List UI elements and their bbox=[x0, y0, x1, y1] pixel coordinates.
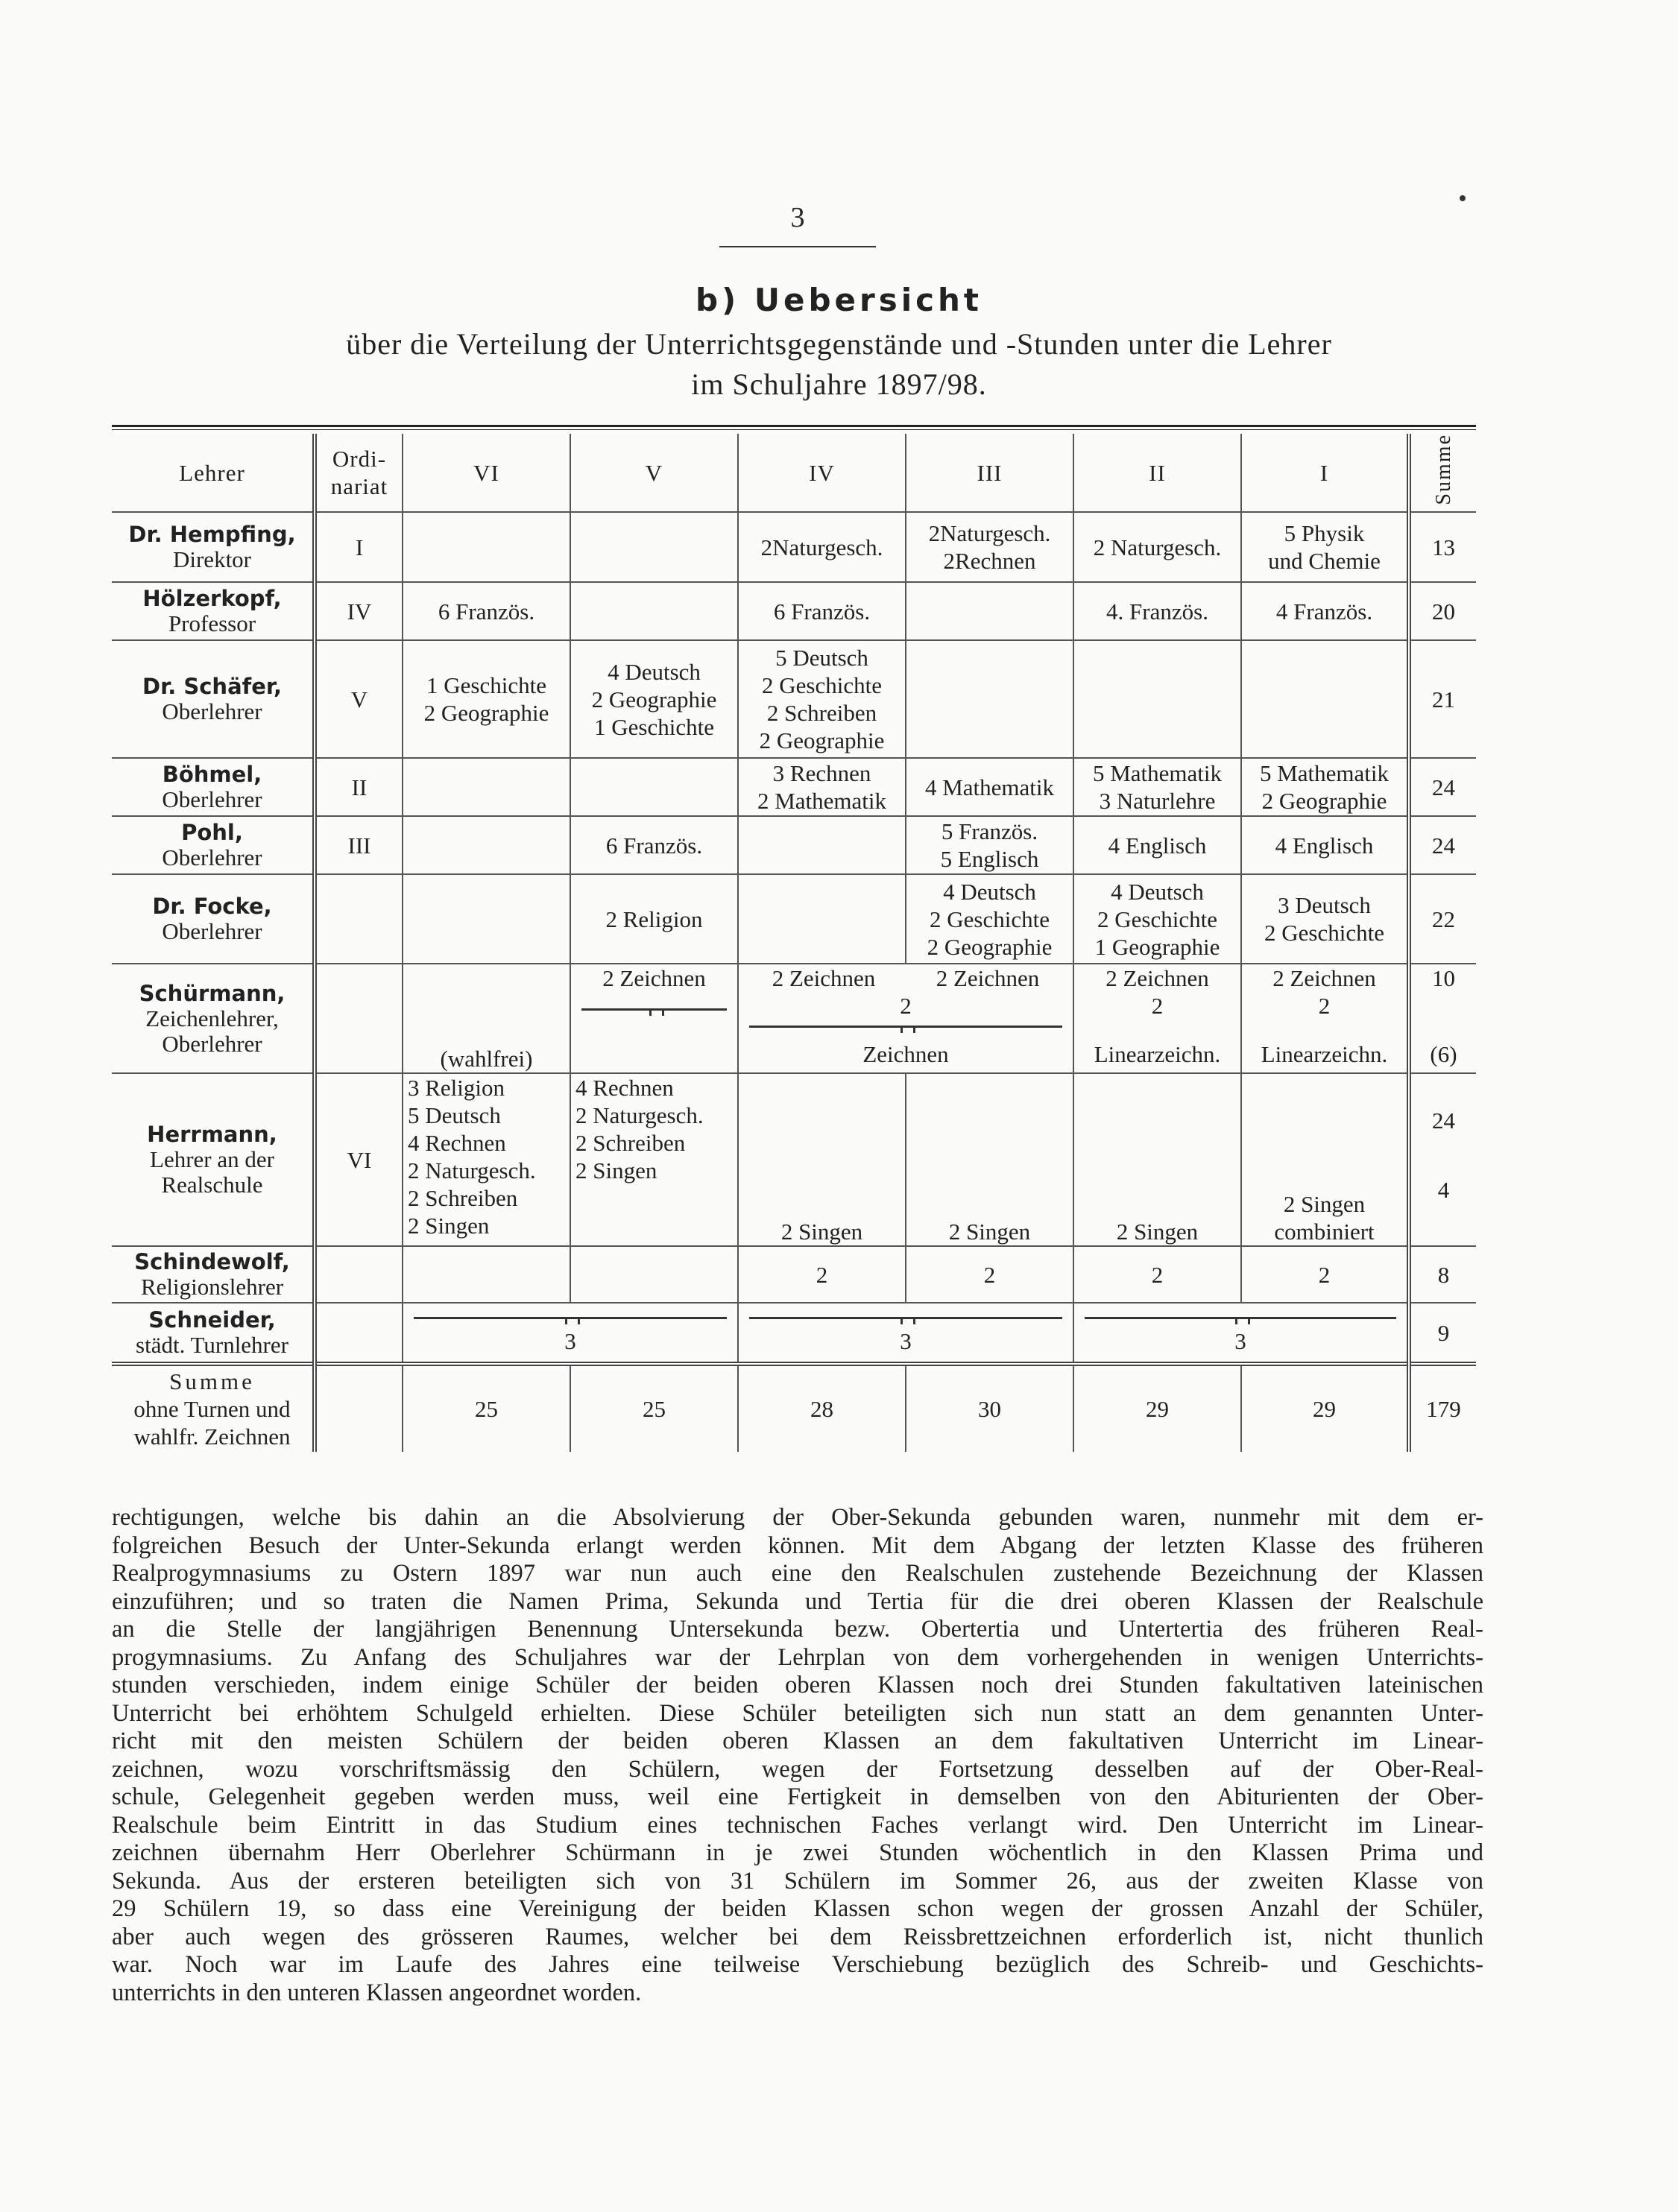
paragraph-line: Sekunda. Aus der ersteren beteiligten sich von 31 Schülern im Sommer 26, aus der zweiten Klasse von bbox=[112, 1867, 1483, 1895]
teacher-role: Oberlehrer bbox=[162, 918, 262, 944]
table-row bbox=[112, 758, 1476, 816]
sum-row bbox=[112, 1364, 1476, 1452]
paragraph-line: schule, Gelegenheit gegeben werden muss, weil eine Fertigkeit in demselben von den Abiturienten der Ober- bbox=[112, 1783, 1483, 1810]
cell-line: 2 Zeichnen bbox=[602, 965, 706, 991]
paragraph-line: zeichnen, wozu vorschriftsmässig den Schülern, wegen der Fortsetzung desselben auf der Ober-Real- bbox=[112, 1755, 1483, 1783]
teacher-name-cell bbox=[112, 512, 315, 582]
cell-class-VI bbox=[403, 512, 570, 582]
cell-class-VI bbox=[403, 758, 570, 816]
sum-cell: 20 bbox=[1409, 582, 1476, 640]
cell-line: 4. Französ. bbox=[1106, 598, 1208, 625]
sum-cell bbox=[1409, 1073, 1476, 1246]
subtitle-line-2: im Schuljahre 1897/98. bbox=[691, 367, 987, 401]
cell-class-III bbox=[906, 1246, 1073, 1303]
brace-mark bbox=[749, 1021, 1062, 1034]
table-row bbox=[112, 964, 1476, 1036]
teacher-role: Realschule bbox=[161, 1172, 263, 1198]
teacher-name-cell bbox=[112, 964, 315, 1073]
table-row bbox=[112, 582, 1476, 640]
cell-line: 2 Singen bbox=[1116, 1219, 1199, 1245]
cell-class-I bbox=[1241, 512, 1409, 582]
cell-line: 4 Deutsch bbox=[608, 658, 701, 685]
ordinariat-cell bbox=[315, 1303, 403, 1364]
header-ordinariat-line: Ordi- bbox=[332, 446, 387, 472]
paragraph-line: an die Stelle der langjährigen Benennung Untersekunda bezw. Obertertia und Untertertia des früheren Real- bbox=[112, 1616, 1483, 1643]
cell-line: 2 Schreiben bbox=[408, 1185, 518, 1211]
brace-mark bbox=[414, 1312, 727, 1326]
cell-class-III bbox=[906, 582, 1073, 640]
sum-cell: 24 bbox=[1409, 758, 1476, 816]
cell-turnen-pair bbox=[1073, 1303, 1409, 1364]
cell-line: 2 Geschichte bbox=[1264, 920, 1384, 946]
speck-mark bbox=[1460, 195, 1466, 201]
cell-turnen-pair bbox=[403, 1303, 738, 1364]
teacher-role: Lehrer an der bbox=[150, 1146, 274, 1172]
page-number: 3 bbox=[790, 202, 805, 233]
cell-line: 1 Geschichte bbox=[426, 672, 546, 698]
teacher-name: Schindewolf, bbox=[134, 1249, 290, 1274]
cell-line: 2 Mathematik bbox=[757, 788, 887, 814]
cell-class-II bbox=[1073, 874, 1241, 964]
sum-label-line: Summe bbox=[169, 1368, 255, 1394]
cell-linearzeichnen: Linearzeichn. bbox=[1241, 1036, 1409, 1073]
cell-class-II bbox=[1073, 816, 1241, 874]
cell-class-IV bbox=[738, 758, 906, 816]
page-number-rule bbox=[719, 246, 876, 247]
cell-class-VI bbox=[403, 816, 570, 874]
cell-line: 5 Französ. bbox=[941, 818, 1038, 844]
cell-line: 2 Singen bbox=[780, 1219, 863, 1245]
cell-class-VI bbox=[403, 640, 570, 758]
paragraph-line: Unterricht bei erhöhtem Schulgeld erhielten. Diese Schüler beteiligten sich nun statt an dem genannten Unter- bbox=[112, 1699, 1483, 1727]
cell-class-II bbox=[1073, 1246, 1241, 1303]
cell-line: 2 Schreiben bbox=[575, 1130, 686, 1156]
teacher-role: Religionslehrer bbox=[140, 1274, 284, 1300]
cell-line: combiniert bbox=[1274, 1219, 1375, 1245]
cell-line: 6 Französ. bbox=[605, 832, 703, 859]
cell-class-IV bbox=[738, 1073, 906, 1246]
teacher-role: Zeichenlehrer, bbox=[145, 1005, 279, 1031]
cell-line: 5 Physik bbox=[1284, 520, 1365, 546]
table-row bbox=[112, 816, 1476, 874]
brace-mark bbox=[1085, 1312, 1396, 1326]
cell-line: 2Naturgesch. bbox=[760, 534, 883, 560]
cell-line: 2Naturgesch. bbox=[928, 520, 1051, 546]
brace-mark bbox=[581, 1004, 727, 1017]
cell-line: 2 bbox=[1318, 1261, 1331, 1288]
cell-text: 3 bbox=[1234, 1327, 1246, 1354]
sum-class-I: 29 bbox=[1241, 1364, 1409, 1452]
cell-class-V bbox=[570, 512, 738, 582]
cell-class-I bbox=[1241, 640, 1409, 758]
table-row bbox=[112, 1073, 1476, 1246]
ordinariat-cell: I bbox=[315, 512, 403, 582]
teacher-name-cell bbox=[112, 640, 315, 758]
section-title: b) Uebersicht bbox=[695, 282, 982, 318]
cell-line: 4 Französ. bbox=[1275, 598, 1373, 625]
cell-line: 2 Naturgesch. bbox=[1093, 534, 1222, 560]
teacher-name-cell bbox=[112, 816, 315, 874]
cell-class-IV bbox=[738, 512, 906, 582]
cell-wahlfrei: (wahlfrei) bbox=[403, 964, 570, 1073]
cell-class-VI bbox=[403, 1246, 570, 1303]
cell-line: 2 Geschichte bbox=[762, 672, 882, 698]
cell-class-III bbox=[906, 512, 1073, 582]
cell-class-I bbox=[1241, 874, 1409, 964]
cell-class-II bbox=[1073, 512, 1241, 582]
cell-line: 2 Singen bbox=[408, 1213, 490, 1239]
cell-class-VI bbox=[403, 874, 570, 964]
cell-class-I bbox=[1241, 758, 1409, 816]
ordinariat-cell bbox=[315, 1246, 403, 1303]
sum-cell: 9 bbox=[1409, 1303, 1476, 1364]
sum-class-III: 30 bbox=[906, 1364, 1073, 1452]
teacher-name: Dr. Focke, bbox=[152, 894, 272, 919]
teacher-role: städt. Turnlehrer bbox=[136, 1332, 288, 1358]
paragraph-line: stunden verschieden, indem einige Schüler der beiden oberen Klassen noch drei Stunden fakultativen lateinischen bbox=[112, 1672, 1483, 1698]
teacher-role: Oberlehrer bbox=[162, 786, 262, 812]
cell-zeichnen: Zeichnen bbox=[738, 1036, 1073, 1073]
teacher-name: Dr. Hempfing, bbox=[128, 522, 296, 547]
header-ordinariat bbox=[315, 434, 403, 512]
paragraph-line: rechtigungen, welche bis dahin an die Absolvierung der Ober-Sekunda gebunden waren, nunmehr mit dem er- bbox=[112, 1504, 1483, 1531]
sum-cell: (6) bbox=[1409, 1036, 1476, 1073]
cell-line: 4 Englisch bbox=[1108, 832, 1207, 859]
sum-ordinariat-empty bbox=[315, 1364, 403, 1452]
sum-label bbox=[112, 1364, 315, 1452]
cell-line: 2 Schreiben bbox=[766, 700, 877, 726]
table-row bbox=[112, 640, 1476, 758]
table-top-rule-thin bbox=[112, 429, 1476, 430]
cell-class-5 bbox=[1241, 964, 1409, 1036]
teacher-name-cell bbox=[112, 1303, 315, 1364]
teacher-schedule-table bbox=[112, 434, 1476, 1452]
cell-line: 4 Rechnen bbox=[575, 1075, 674, 1101]
teacher-name: Hölzerkopf, bbox=[142, 586, 282, 611]
sum-cell: 24 bbox=[1409, 816, 1476, 874]
header-row bbox=[112, 434, 1476, 512]
ordinariat-cell: IV bbox=[315, 582, 403, 640]
sum-class-II: 29 bbox=[1073, 1364, 1241, 1452]
header-lehrer: Lehrer bbox=[112, 434, 315, 512]
teacher-name: Böhmel, bbox=[162, 762, 262, 787]
cell-text: 3 bbox=[564, 1327, 576, 1354]
cell-line: 2 Geographie bbox=[759, 727, 885, 753]
cell-line: 5 Mathematik bbox=[1092, 760, 1223, 786]
cell-empty bbox=[570, 1036, 738, 1073]
cell-line: 2 Geographie bbox=[1261, 788, 1387, 814]
cell-zeichnen-pair bbox=[738, 964, 1073, 1036]
paragraph-line: zeichnen übernahm Herr Oberlehrer Schürmann in je zwei Stunden wöchentlich in den Klassen Prima und bbox=[112, 1839, 1483, 1866]
paragraph-line: 29 Schülern 19, so dass eine Vereinigung der beiden Klassen schon wegen der grossen Anzahl der Schüler, bbox=[112, 1895, 1483, 1922]
cell-line: 5 Deutsch bbox=[775, 645, 868, 671]
ordinariat-cell: VI bbox=[315, 1073, 403, 1246]
sum-cell: 22 bbox=[1409, 874, 1476, 964]
cell-class-III bbox=[906, 640, 1073, 758]
table-row bbox=[112, 512, 1476, 582]
header-class-VI: VI bbox=[403, 434, 570, 512]
cell-class-VI bbox=[403, 1073, 570, 1246]
teacher-name-cell bbox=[112, 582, 315, 640]
header-class-III: III bbox=[906, 434, 1073, 512]
body-paragraph bbox=[112, 1504, 1483, 2007]
sum-cell: 8 bbox=[1409, 1246, 1476, 1303]
teacher-role: Professor bbox=[168, 610, 256, 636]
cell-line: 6 Französ. bbox=[438, 598, 535, 625]
cell-text: 2 Zeichnen bbox=[772, 965, 876, 991]
cell-class-IV bbox=[738, 582, 906, 640]
cell-class-IV bbox=[738, 874, 906, 964]
cell-line: und Chemie bbox=[1268, 548, 1381, 574]
cell-linearzeichnen: Linearzeichn. bbox=[1073, 1036, 1241, 1073]
cell-line: 2 Naturgesch. bbox=[575, 1102, 704, 1128]
cell-line: 4 Deutsch bbox=[1111, 878, 1204, 905]
cell-line: 3 Rechnen bbox=[772, 760, 871, 786]
cell-line: 1 Geographie bbox=[1094, 933, 1220, 960]
cell-line: 4 Mathematik bbox=[924, 774, 1055, 800]
header-summe bbox=[1409, 434, 1476, 512]
cell-class-II bbox=[1073, 582, 1241, 640]
cell-class-IV bbox=[738, 816, 906, 874]
cell-line: 2 Singen bbox=[948, 1219, 1031, 1245]
paragraph-line: war. Noch war im Laufe des Jahres eine teilweise Verschiebung bezüglich des Schreib- und Geschichts- bbox=[112, 1951, 1483, 1978]
header-class-V: V bbox=[570, 434, 738, 512]
cell-line: 2 Geographie bbox=[591, 686, 717, 712]
cell-text: 2 Zeichnen bbox=[936, 965, 1040, 991]
cell-line: 2 bbox=[816, 1261, 828, 1288]
cell-class-V bbox=[570, 640, 738, 758]
cell-line: 2 Singen bbox=[575, 1157, 657, 1184]
paragraph-line: aber auch wegen des grösseren Raumes, welcher bei dem Reissbrettzeichnen erforderlich ist, nicht thunlich bbox=[112, 1923, 1483, 1950]
sum-total: 179 bbox=[1409, 1364, 1476, 1452]
table-top-rule bbox=[112, 425, 1476, 427]
sum-cell: 10 bbox=[1409, 964, 1476, 1036]
cell-class-I bbox=[1241, 1073, 1409, 1246]
cell-class-II bbox=[1073, 1073, 1241, 1246]
sum-label-line: ohne Turnen und bbox=[133, 1396, 291, 1422]
cell-line: 2 bbox=[983, 1261, 996, 1288]
teacher-name: Schürmann, bbox=[139, 980, 286, 1006]
cell-class-III bbox=[906, 1073, 1073, 1246]
cell-line: 2 bbox=[1318, 993, 1331, 1019]
teacher-name-cell bbox=[112, 1073, 315, 1246]
paragraph-line: unterrichts in den unteren Klassen angeordnet worden. bbox=[112, 1979, 642, 2006]
cell-line: 3 Religion bbox=[408, 1075, 505, 1101]
header-class-IV: IV bbox=[738, 434, 906, 512]
cell-class-II bbox=[1073, 758, 1241, 816]
teacher-name-cell bbox=[112, 1246, 315, 1303]
cell-class-IV bbox=[738, 640, 906, 758]
cell-line: 5 Englisch bbox=[940, 846, 1039, 872]
ordinariat-cell: II bbox=[315, 758, 403, 816]
paragraph-line: Realprogymnasiums zu Ostern 1897 war nun auch eine den Realschulen zustehende Bezeichnung der Klassen bbox=[112, 1560, 1483, 1587]
teacher-name-cell bbox=[112, 758, 315, 816]
cell-class-II bbox=[1073, 640, 1241, 758]
ordinariat-cell: V bbox=[315, 640, 403, 758]
sum-class-IV: 28 bbox=[738, 1364, 906, 1452]
paragraph-line: richt mit den meisten Schülern der beiden oberen Klassen an dem fakultativen Unterricht im Linear- bbox=[112, 1728, 1483, 1754]
teacher-name-cell bbox=[112, 874, 315, 964]
brace-value: 2 bbox=[900, 993, 912, 1019]
ordinariat-cell: III bbox=[315, 816, 403, 874]
cell-line: 2 Singen bbox=[1283, 1191, 1366, 1217]
cell-class-I bbox=[1241, 582, 1409, 640]
teacher-role: Oberlehrer bbox=[162, 1030, 262, 1057]
cell-line: 2 Geographie bbox=[423, 700, 549, 726]
cell-line: 2 bbox=[1151, 1261, 1164, 1288]
cell-line: 4 Englisch bbox=[1275, 832, 1374, 859]
teacher-name: Pohl, bbox=[181, 820, 243, 845]
cell-line: 4 Rechnen bbox=[408, 1130, 506, 1156]
cell-class-VI bbox=[403, 582, 570, 640]
cell-class-V bbox=[570, 758, 738, 816]
cell-line: 1 Geschichte bbox=[594, 713, 714, 740]
table-row bbox=[112, 1246, 1476, 1303]
cell-line: 2 Naturgesch. bbox=[408, 1157, 536, 1184]
sum-class-V: 25 bbox=[570, 1364, 738, 1452]
cell-class-4 bbox=[1073, 964, 1241, 1036]
sum-class-VI: 25 bbox=[403, 1364, 570, 1452]
sum-value-top: 24 bbox=[1432, 1107, 1455, 1134]
cell-turnen-pair bbox=[738, 1303, 1073, 1364]
header-ordinariat-line: nariat bbox=[330, 473, 388, 499]
cell-line: 6 Französ. bbox=[773, 598, 871, 625]
header-class-I: I bbox=[1241, 434, 1409, 512]
cell-text: 3 bbox=[900, 1327, 912, 1354]
cell-line: 2 Religion bbox=[605, 906, 703, 932]
table-row bbox=[112, 1303, 1476, 1364]
cell-line: 3 Naturlehre bbox=[1099, 788, 1216, 814]
teacher-name: Schneider, bbox=[148, 1307, 276, 1333]
cell-class-V bbox=[570, 1073, 738, 1246]
teacher-name: Herrmann, bbox=[147, 1122, 277, 1147]
ordinariat-cell bbox=[315, 964, 403, 1073]
teacher-role: Oberlehrer bbox=[162, 698, 262, 724]
cell-line: 3 Deutsch bbox=[1278, 892, 1371, 918]
cell-class-III bbox=[906, 816, 1073, 874]
cell-line: 2 Geschichte bbox=[930, 906, 1050, 932]
cell-line: 2 Zeichnen bbox=[1272, 965, 1376, 991]
cell-class-V bbox=[570, 1246, 738, 1303]
cell-class-IV bbox=[738, 1246, 906, 1303]
cell-class-III bbox=[906, 758, 1073, 816]
pair-wrap bbox=[742, 964, 1070, 992]
cell-line: 5 Mathematik bbox=[1259, 760, 1390, 786]
sum-cell: 13 bbox=[1409, 512, 1476, 582]
teacher-role: Oberlehrer bbox=[162, 844, 262, 870]
cell-line: 2 Geschichte bbox=[1097, 906, 1217, 932]
cell-line: 5 Deutsch bbox=[408, 1102, 501, 1128]
cell-line: 2 Geographie bbox=[927, 933, 1053, 960]
ordinariat-cell bbox=[315, 874, 403, 964]
paragraph-line: progymnasiums. Zu Anfang des Schuljahres war der Lehrplan von dem vorhergehenden in wenigen Unterrichts- bbox=[112, 1643, 1483, 1671]
cell-class-V bbox=[570, 874, 738, 964]
cell-class-V bbox=[570, 582, 738, 640]
sum-value-bottom: 4 bbox=[1437, 1177, 1450, 1203]
cell-line: 4 Deutsch bbox=[943, 878, 1036, 905]
cell-class-I bbox=[1241, 816, 1409, 874]
header-summe-text: Summe bbox=[1432, 434, 1455, 505]
paragraph-line: einzuführen; und so traten die Namen Prima, Sekunda und Tertia für die drei oberen Klassen der Realschule bbox=[112, 1587, 1483, 1615]
paragraph-line: folgreichen Besuch der Unter-Sekunda erlangt werden können. Mit dem Abgang der letzten Klasse des früheren bbox=[112, 1532, 1483, 1559]
cell-line: 2Rechnen bbox=[943, 548, 1036, 574]
brace-mark bbox=[749, 1312, 1062, 1326]
cell-class-1 bbox=[570, 964, 738, 1036]
cell-line: 2 bbox=[1151, 993, 1164, 1019]
subtitle-line-1: über die Verteilung der Unterrichtsgegenstände und -Stunden unter die Lehrer bbox=[346, 327, 1332, 361]
sum-cell: 21 bbox=[1409, 640, 1476, 758]
teacher-role: Direktor bbox=[172, 546, 252, 572]
cell-class-I bbox=[1241, 1246, 1409, 1303]
paragraph-line: Realschule beim Eintritt in das Studium eines technischen Faches verlangt wird. Den Unterricht im Linear- bbox=[112, 1811, 1483, 1839]
teacher-name: Dr. Schäfer, bbox=[142, 674, 282, 699]
table-row bbox=[112, 874, 1476, 964]
header-class-II: II bbox=[1073, 434, 1241, 512]
cell-line: 2 Zeichnen bbox=[1105, 965, 1209, 991]
cell-class-III bbox=[906, 874, 1073, 964]
cell-class-V bbox=[570, 816, 738, 874]
sum-label-line: wahlfr. Zeichnen bbox=[133, 1423, 291, 1450]
